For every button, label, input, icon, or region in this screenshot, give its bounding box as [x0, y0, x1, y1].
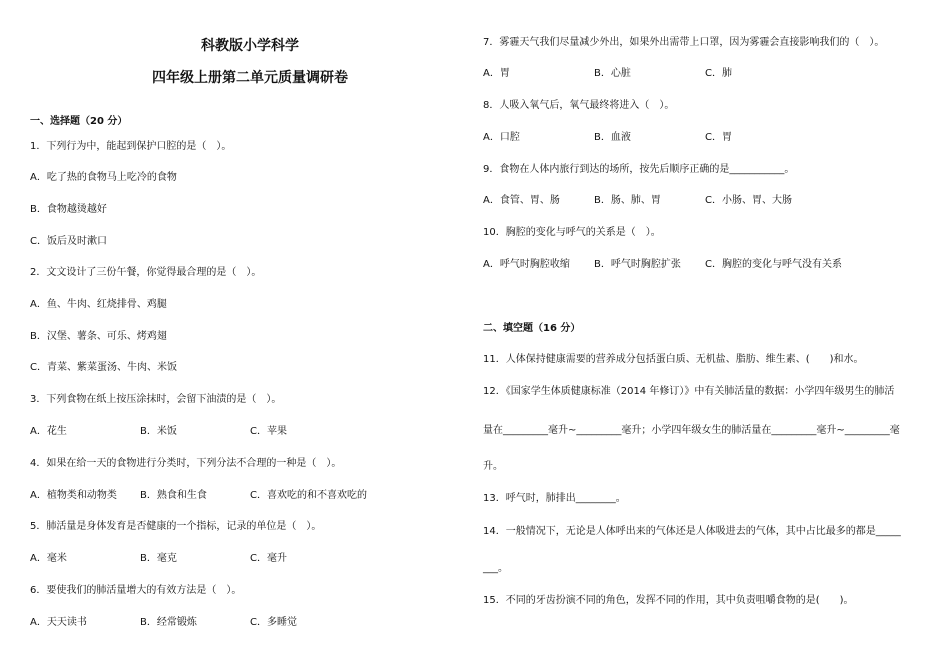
q6-options	[30, 617, 297, 629]
question-3: 3．下列食物在纸上按压涂抹时，会留下油渍的是（ ）。	[30, 394, 282, 405]
q1-option-a: A．吃了热的食物马上吃冷的食物	[30, 172, 177, 183]
q7-option-b: B．心脏	[594, 68, 631, 79]
section-heading-choice: 一、选择题（20 分）	[30, 116, 128, 127]
q2-option-a: A．鱼、牛肉、红烧排骨、鸡腿	[30, 299, 167, 310]
question-5: 5．肺活量是身体发育是否健康的一个指标，记录的单位是（ ）。	[30, 521, 322, 532]
question-12-line-1: 12．《国家学生体质健康标准（2014 年修订）》中有关肺活量的数据：小学四年级男生的肺活	[483, 386, 895, 397]
q8-option-c: C．胃	[705, 132, 732, 143]
q10-option-a: A．呼气时胸腔收缩	[483, 259, 570, 270]
q4-options	[30, 490, 367, 502]
q1-option-c: C．饭后及时漱口	[30, 236, 107, 247]
q6-option-a: A．天天读书	[30, 617, 87, 628]
q7-option-c: C．肺	[705, 68, 732, 79]
question-14-line-2: ___。	[483, 563, 508, 574]
q9-option-b: B．肠、肺、胃	[594, 195, 661, 206]
question-12-line-3: 升。	[483, 461, 503, 472]
q8-options	[483, 132, 732, 144]
q1-option-b: B．食物越烫越好	[30, 204, 107, 215]
q9-option-a: A．食管、胃、肠	[483, 195, 560, 206]
question-1: 1．下列行为中，能起到保护口腔的是（ ）。	[30, 141, 232, 152]
question-14-line-1: 14．一般情况下，无论是人体呼出来的气体还是人体吸进去的气体，其中占比最多的都是_____	[483, 526, 901, 537]
q8-option-a: A．口腔	[483, 132, 520, 143]
q5-options	[30, 553, 287, 565]
question-13: 13．呼气时，肺排出________。	[483, 493, 626, 504]
question-11: 11．人体保持健康需要的营养成分包括蛋白质、无机盐、脂肪、维生素、( )和水。	[483, 354, 864, 365]
q3-option-b: B．米饭	[140, 426, 177, 437]
question-2: 2．文文设计了三份午餐，你觉得最合理的是（ ）。	[30, 267, 262, 278]
question-10: 10．胸腔的变化与呼气的关系是（ ）。	[483, 227, 661, 238]
q4-option-b: B．熟食和生食	[140, 490, 207, 501]
q10-options	[483, 259, 842, 271]
q10-option-c: C．胸腔的变化与呼气没有关系	[705, 259, 842, 270]
q3-options	[30, 426, 287, 438]
q9-options	[483, 195, 792, 207]
question-8: 8．人吸入氧气后，氧气最终将进入（ ）。	[483, 100, 675, 111]
q2-option-c: C．青菜、紫菜蛋汤、牛肉、米饭	[30, 362, 177, 373]
q4-option-c: C．喜欢吃的和不喜欢吃的	[250, 490, 367, 501]
q2-option-b: B．汉堡、薯条、可乐、烤鸡翅	[30, 331, 167, 342]
q9-option-c: C．小肠、胃、大肠	[705, 195, 792, 206]
question-7: 7．雾霾天气我们尽量减少外出，如果外出需带上口罩，因为雾霾会直接影响我们的（ ）。	[483, 37, 885, 48]
question-9: 9．食物在人体内旅行到达的场所，按先后顺序正确的是___________。	[483, 164, 795, 175]
q6-option-c: C．多睡觉	[250, 617, 297, 628]
q7-options	[483, 68, 732, 80]
q8-option-b: B．血液	[594, 132, 631, 143]
page-title: 科教版小学科学	[201, 38, 299, 54]
q10-option-b: B．呼气时胸腔扩张	[594, 259, 681, 270]
q5-option-c: C．毫升	[250, 553, 287, 564]
section-heading-fill: 二、填空题（16 分）	[483, 323, 581, 334]
question-6: 6．要使我们的肺活量增大的有效方法是（ ）。	[30, 585, 242, 596]
q5-option-a: A．毫米	[30, 553, 67, 564]
q3-option-a: A．花生	[30, 426, 67, 437]
question-12-line-2: 量在_________毫升~_________毫升；小学四年级女生的肺活量在_________毫升~_________毫	[483, 425, 900, 436]
q3-option-c: C．苹果	[250, 426, 287, 437]
q5-option-b: B．毫克	[140, 553, 177, 564]
question-15: 15．不同的牙齿扮演不同的角色，发挥不同的作用，其中负责咀嚼食物的是( )。	[483, 595, 854, 606]
q7-option-a: A．胃	[483, 68, 510, 79]
page-subtitle: 四年级上册第二单元质量调研卷	[152, 70, 348, 86]
q4-option-a: A．植物类和动物类	[30, 490, 117, 501]
q6-option-b: B．经常锻炼	[140, 617, 197, 628]
question-4: 4．如果在给一天的食物进行分类时，下列分法不合理的一种是（ ）。	[30, 458, 342, 469]
